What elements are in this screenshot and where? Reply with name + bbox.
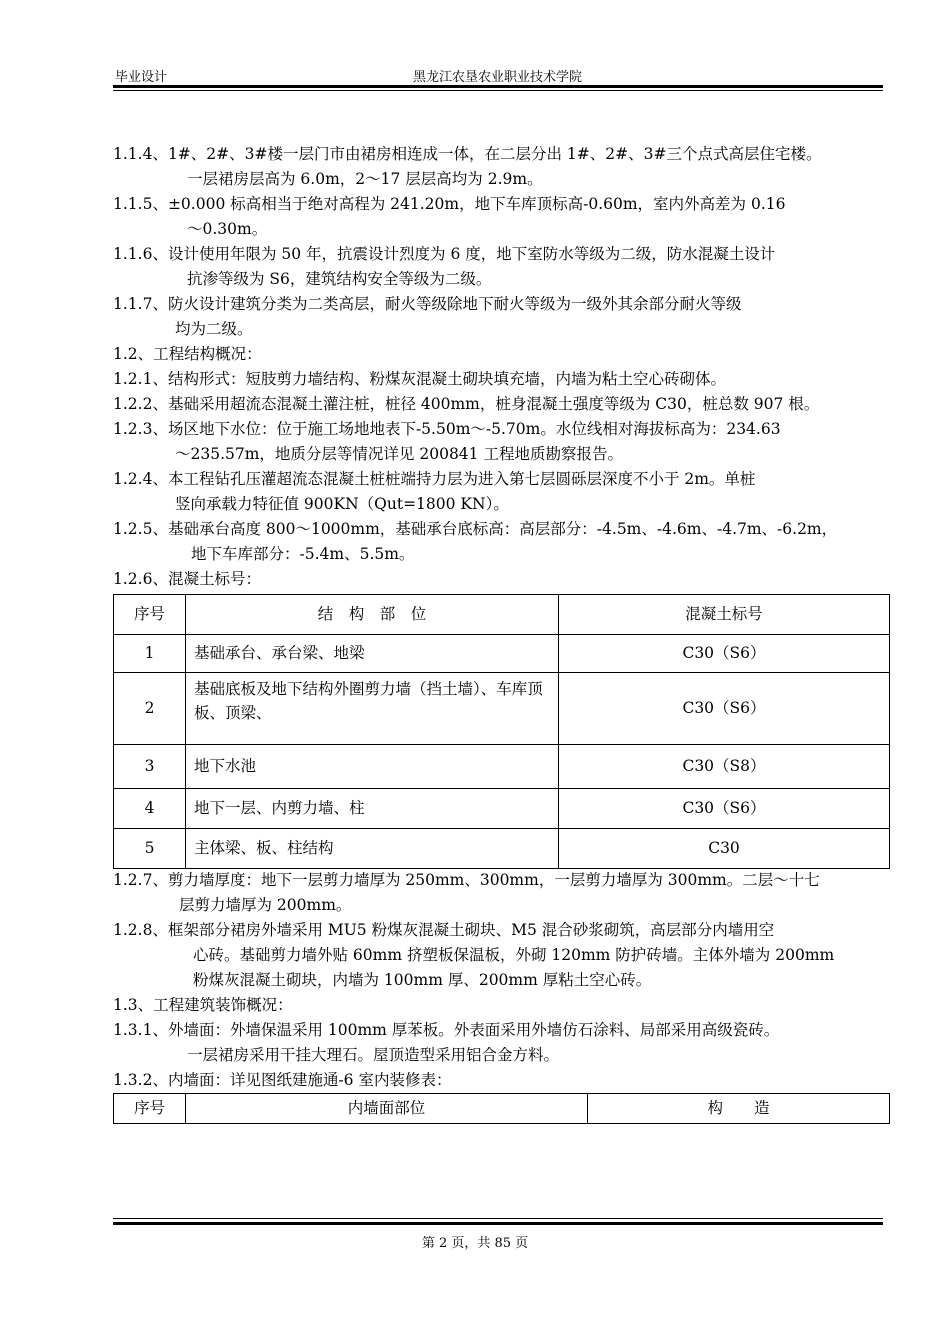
paragraph-first-line: 1.1.4、1#、2#、3#楼一层门市由裙房相连成一体，在二层分出 1#、2#、3#三个点式高层住宅楼。 [113, 145, 822, 163]
paragraph-continuation: 一层裙房层高为 6.0m，2～17 层层高均为 2.9m。 [187, 170, 543, 188]
table-cell: 基础底板及地下结构外圈剪力墙（挡土墙）、车库顶板、顶梁、 [186, 673, 559, 745]
paragraph-continuation: 一层裙房采用干挂大理石。屋顶造型采用铝合金方料。 [187, 1046, 560, 1064]
paragraph-first-line: 1.2.8、框架部分裙房外墙采用 MU5 粉煤灰混凝土砌块、M5 混合砂浆砌筑，高层部分内墙用空 [113, 921, 775, 939]
paragraph-first-line: 1.3、工程建筑装饰概况： [113, 996, 293, 1014]
paragraph-continuation: ～0.30m。 [187, 220, 268, 238]
paragraph [113, 993, 893, 1018]
paragraph-continuation: 竖向承载力特征值 900KN（Qut=1800 KN）。 [175, 495, 509, 513]
paragraph-continuation: 均为二级。 [175, 320, 253, 338]
paragraph [113, 517, 893, 567]
paragraph [113, 342, 893, 367]
table-cell: C30（S6） [559, 789, 890, 829]
document-body [113, 142, 893, 1124]
table-cell: C30 [559, 829, 890, 869]
paragraph-first-line: 1.1.7、防火设计建筑分类为二类高层，耐火等级除地下耐火等级为一级外其余部分耐火等级 [113, 295, 742, 313]
paragraph-continuation: 粉煤灰混凝土砌块，内墙为 100mm 厚、200mm 厚粘土空心砖。 [193, 971, 652, 989]
table-header-row [114, 595, 890, 635]
paragraph [113, 1018, 893, 1068]
footer-rule-thin [113, 1218, 883, 1219]
header-rule-thin [113, 90, 883, 91]
paragraph-first-line: 1.3.1、外墙面：外墙保温采用 100mm 厚苯板。外表面采用外墙仿石涂料、局部采用高级瓷砖。 [113, 1021, 780, 1039]
table-row [114, 789, 890, 829]
table-header-cell: 结 构 部 位 [186, 595, 559, 635]
paragraph [113, 242, 893, 292]
paragraph [113, 192, 893, 242]
table-cell: 基础承台、承台梁、地梁 [186, 635, 559, 673]
table-cell: 5 [114, 829, 186, 869]
table-cell: 地下水池 [186, 745, 559, 789]
table-cell: C30（S8） [559, 745, 890, 789]
paragraph-first-line: 1.2.6、混凝土标号： [113, 570, 261, 588]
page-number: 第 2 页，共 85 页 [421, 1236, 529, 1251]
table-cell: 3 [114, 745, 186, 789]
paragraph [113, 417, 893, 467]
paragraph [113, 142, 893, 192]
paragraph-first-line: 1.1.6、设计使用年限为 50 年，抗震设计烈度为 6 度，地下室防水等级为二级，防水混凝土设计 [113, 245, 776, 263]
page-header [113, 62, 882, 84]
paragraph [113, 392, 893, 417]
table-row [114, 829, 890, 869]
table-cell: 1 [114, 635, 186, 673]
paragraph-first-line: 1.2.3、场区地下水位：位于施工场地地表下-5.50m～-5.70m。水位线相对海拔标高为：234.63 [113, 420, 781, 438]
table-header-cell: 序号 [114, 595, 186, 635]
paragraph [113, 467, 893, 517]
table-row [114, 673, 890, 745]
paragraph-first-line: 1.2.5、基础承台高度 800～1000mm，基础承台底标高：高层部分：-4.5m、-4.6m、-4.7m、-6.2m， [113, 520, 838, 538]
table-row [114, 635, 890, 673]
paragraph [113, 1068, 893, 1093]
table-header-cell: 混凝土标号 [559, 595, 890, 635]
table-cell: C30（S6） [559, 635, 890, 673]
header-left-label: 毕业设计 [115, 70, 168, 85]
table-header-cell: 内墙面部位 [186, 1094, 588, 1124]
interior-wall-table [113, 1093, 890, 1124]
table-cell: 2 [114, 673, 186, 745]
paragraph [113, 868, 893, 918]
paragraph-continuation: 心砖。基础剪力墙外贴 60mm 挤塑板保温板，外砌 120mm 防护砖墙。主体外墙为 200mm [193, 946, 835, 964]
paragraph-first-line: 1.2.4、本工程钻孔压灌超流态混凝土桩桩端持力层为进入第七层圆砾层深度不小于 2m。单桩 [113, 470, 756, 488]
table-header-cell: 构 造 [588, 1094, 890, 1124]
paragraph-first-line: 1.2.7、剪力墙厚度：地下一层剪力墙厚为 250mm、300mm，一层剪力墙厚为 300mm。二层～十七 [113, 871, 820, 889]
paragraph-first-line: 1.2.2、基础采用超流态混凝土灌注桩，桩径 400mm，桩身混凝土强度等级为 C30，桩总数 907 根。 [113, 395, 820, 413]
paragraph-group-b [113, 868, 893, 1093]
table-header-row [114, 1094, 890, 1124]
paragraph-continuation: ～235.57m，地质分层等情况详见 200841 工程地质勘察报告。 [175, 445, 623, 463]
table-row [114, 745, 890, 789]
paragraph [113, 567, 893, 592]
paragraph [113, 918, 893, 993]
paragraph-first-line: 1.1.5、±0.000 标高相当于绝对高程为 241.20m，地下车库顶标高-0.60m，室内外高差为 0.16 [113, 195, 786, 213]
paragraph-first-line: 1.3.2、内墙面：详见图纸建施通-6 室内装修表： [113, 1071, 452, 1089]
paragraph-first-line: 1.2.1、结构形式：短肢剪力墙结构、粉煤灰混凝土砌块填充墙，内墙为粘土空心砖砌体。 [113, 370, 726, 388]
header-rule-thick [113, 85, 883, 88]
footer-rule-thick [113, 1222, 883, 1225]
table-cell: 地下一层、内剪力墙、柱 [186, 789, 559, 829]
concrete-grade-table [113, 594, 890, 869]
header-school-name: 黑龙江农垦农业职业技术学院 [412, 70, 582, 85]
table-cell: 4 [114, 789, 186, 829]
paragraph-first-line: 1.2、工程结构概况： [113, 345, 262, 363]
table-header-cell: 序号 [114, 1094, 186, 1124]
paragraph-group-a [113, 142, 893, 592]
paragraph [113, 367, 893, 392]
paragraph-continuation: 层剪力墙厚为 200mm。 [179, 896, 352, 914]
paragraph-continuation: 地下车库部分：-5.4m、5.5m。 [191, 545, 415, 563]
paragraph [113, 292, 893, 342]
paragraph-continuation: 抗渗等级为 S6，建筑结构安全等级为二级。 [187, 270, 492, 288]
table-cell: C30（S6） [559, 673, 890, 745]
table-cell: 主体梁、板、柱结构 [186, 829, 559, 869]
